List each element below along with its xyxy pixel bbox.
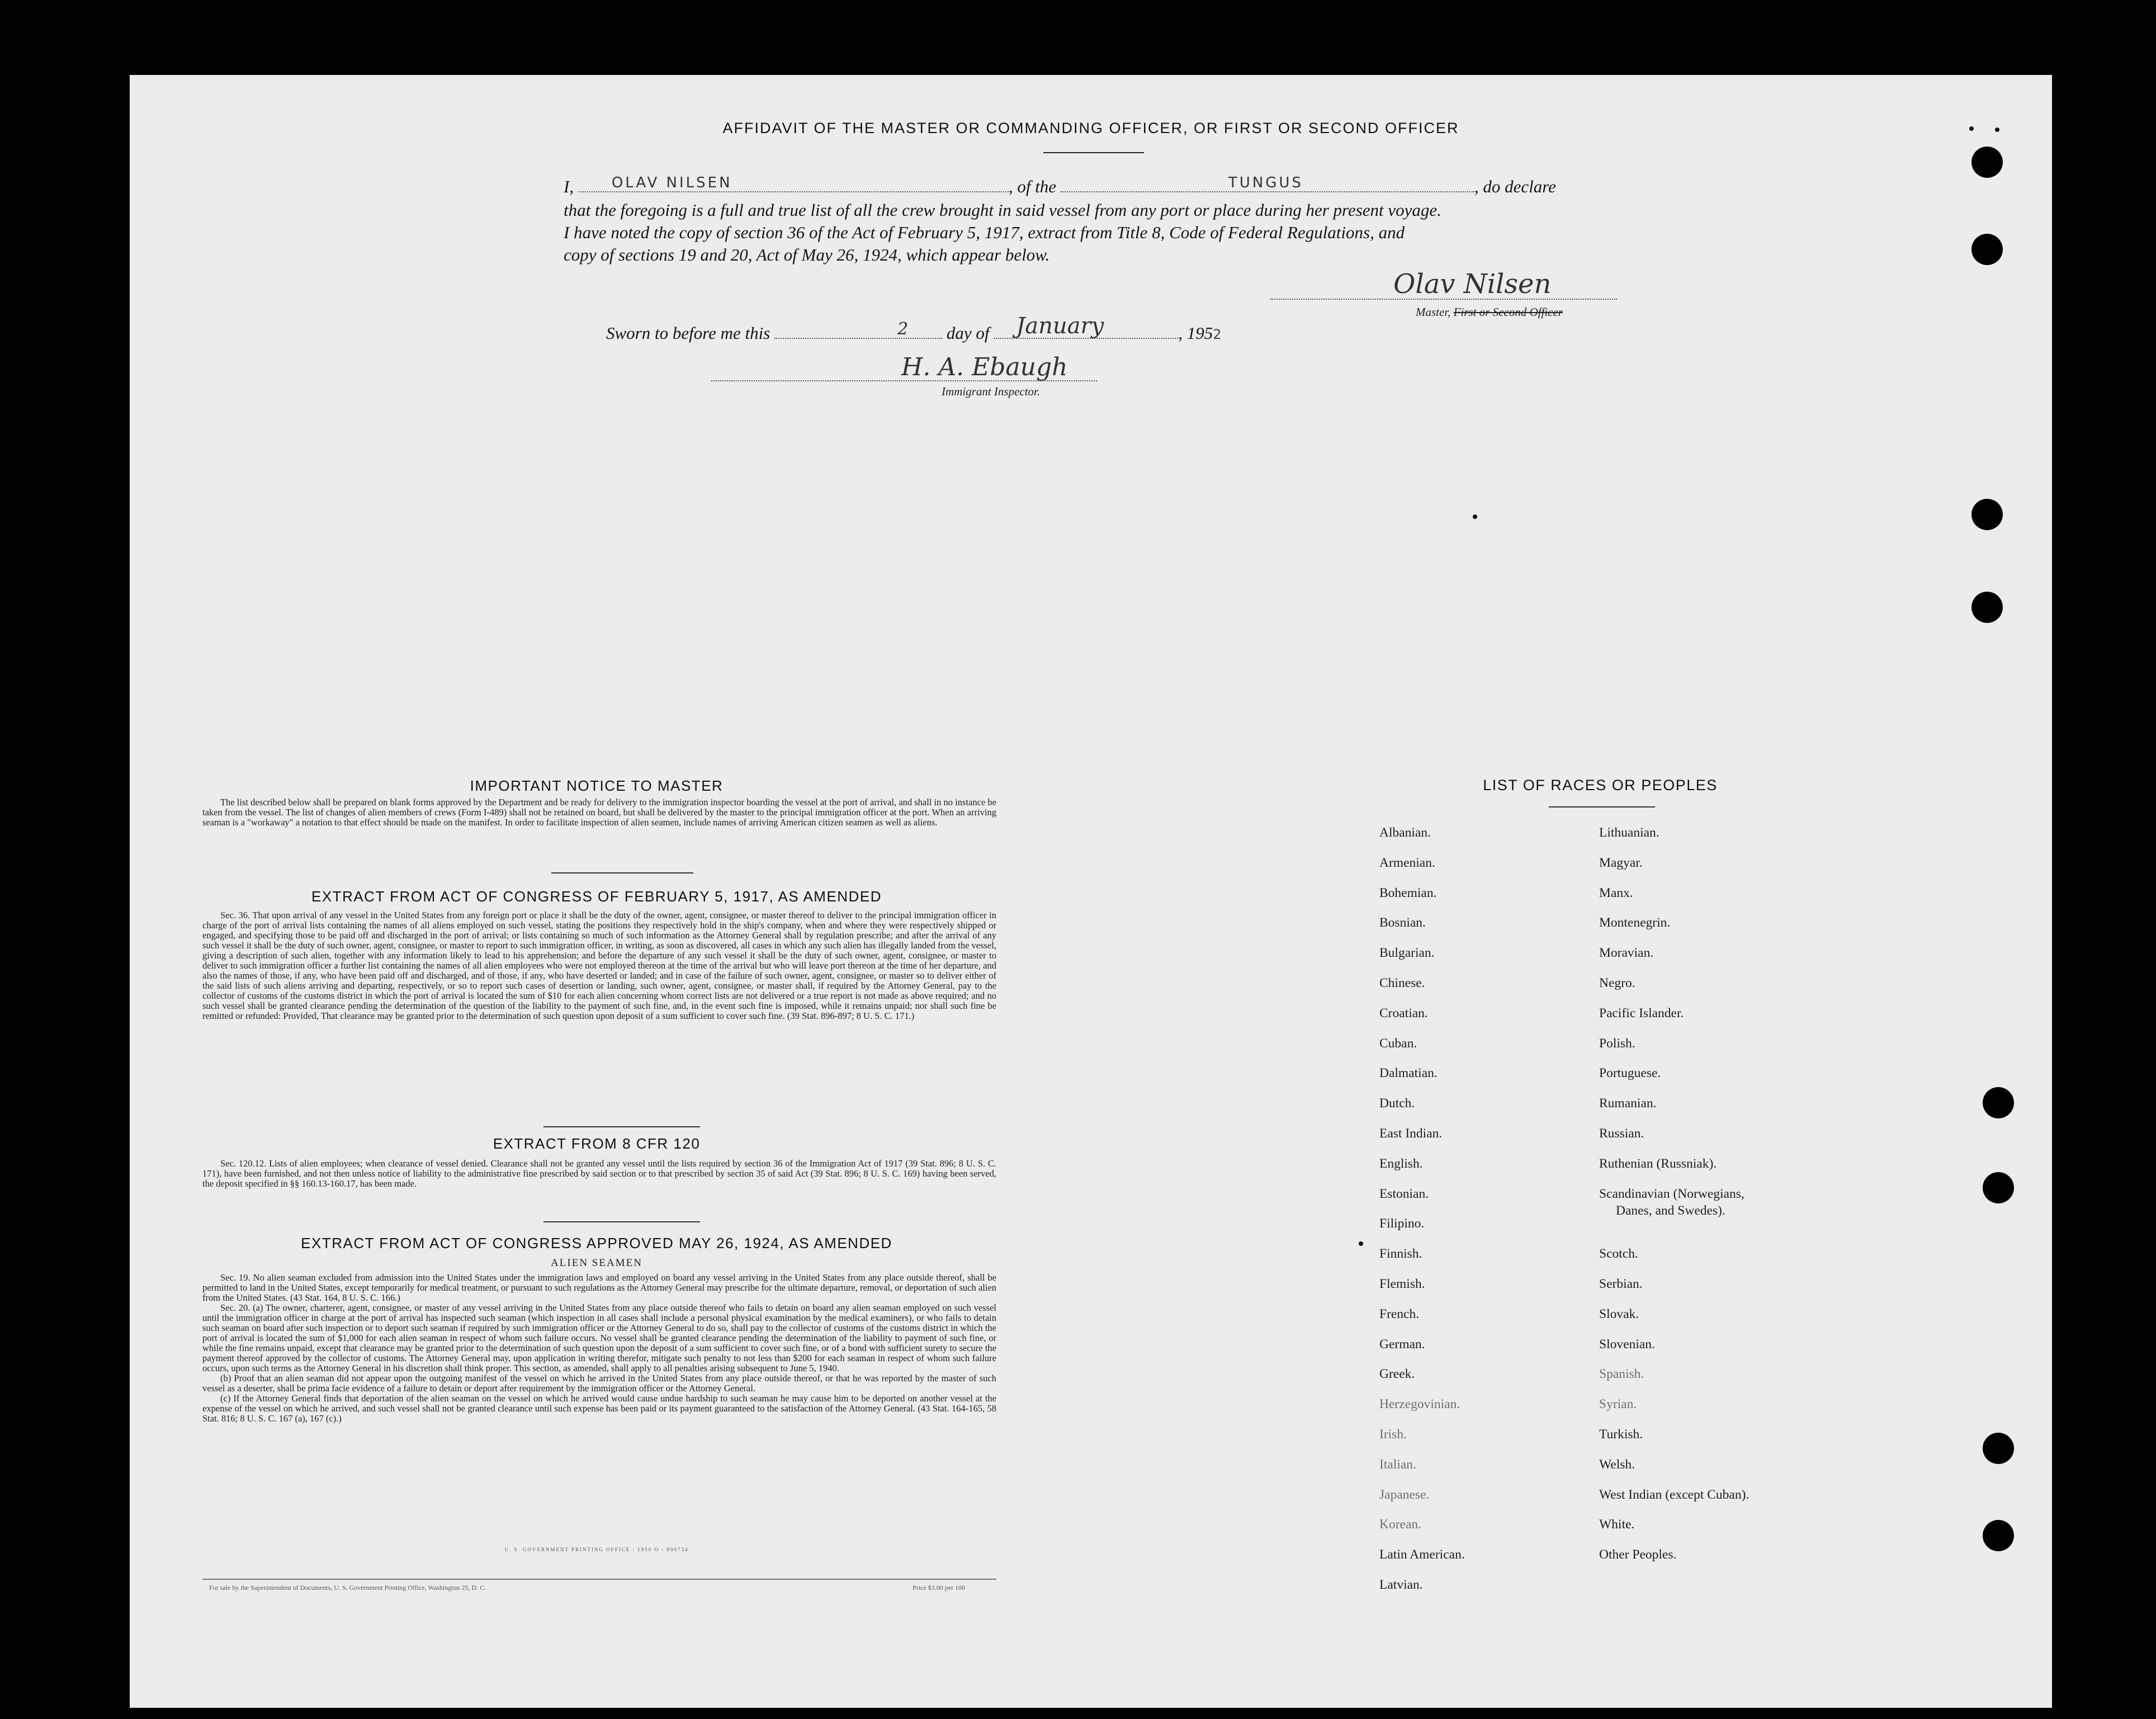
race-item: Latvian.: [1379, 1577, 1423, 1592]
race-item: German.: [1379, 1337, 1425, 1352]
affidavit-title: AFFIDAVIT OF THE MASTER OR COMMANDING OFFICER, OR FIRST OR SECOND OFFICER: [722, 120, 1459, 136]
sworn-line: Sworn to before me this 2 day of January , 1952: [606, 313, 1222, 343]
sec-20b: (b) Proof that an alien seaman did not appear upon the outgoing manifest of the vessel on which he arrived in the United States from any place outside thereof, or that he was reported by the master of such vessel as a deserter, shall be prima facie evidence of a failure to detain or deport after requirement by the immigration officer or the Attorney General.: [202, 1373, 996, 1394]
speck: [1473, 514, 1477, 519]
race-item: Estonian.: [1379, 1186, 1429, 1201]
race-item: Welsh.: [1599, 1457, 1635, 1472]
race-item: Serbian.: [1599, 1276, 1643, 1291]
section-divider: [543, 1221, 700, 1222]
race-item: Turkish.: [1599, 1427, 1643, 1442]
race-item: Negro.: [1599, 975, 1635, 990]
race-item: Scandinavian (Norwegians,: [1599, 1186, 1744, 1201]
sec-20c: (c) If the Attorney General finds that deportation of the alien seaman on the vessel on which he arrived would cause undue hardship to such seaman he may cause him to be deported on another vessel at the expense of the vessel on which he arrived, and such vessel shall not be granted clearance until such expense has been paid or its payment guaranteed to the satisfaction of the Attorney General. (43 Stat. 164-165, 58 Stat. 816; 8 U. S. C. 167 (a), 167 (c).): [202, 1393, 996, 1424]
race-item: Herzegovinian.: [1379, 1397, 1460, 1412]
race-item: Flemish.: [1379, 1276, 1425, 1291]
declarant-name: OLAV NILSEN: [611, 174, 732, 191]
declarant-name-field: [578, 174, 1009, 192]
alien-seamen-subtitle: ALIEN SEAMEN: [551, 1257, 642, 1269]
race-item: Portuguese.: [1599, 1066, 1661, 1081]
race-item: Cuban.: [1379, 1036, 1417, 1051]
races-divider: [1549, 806, 1655, 807]
extract-1917-body: Sec. 36. That upon arrival of any vessel in the United States from any foreign port or place it shall be the duty of the owner, agent, consignee, or master thereof to deliver to the principal immigration officer in charge of the port of arrival lists containing the names of all aliens employed on such vessel, stating the positions they respectively hold in the ship's company, when and where they were respectively shipped or engaged, and specifying those to be paid off and discharged in the port of arrival; or lists containing so much of such information as the Attorney General shall by regulation prescribe; and after the arrival of any such vessel it shall be the duty of such owner, agent, consignee, or master to report to such immigration officer, in writing, as soon as discovered, all cases in which any such alien has illegally landed from the vessel, giving a description of such alien, together with any information likely to lead to his apprehension; and before the departure of any such vessel it shall be the duty of such owner, agent, consignee, or master to deliver to such immigration officer a further list containing the names of all alien employees who were not employed thereon at the time of the arrival but who will leave port thereon at the time of her departure, and also the names of those, if any, who have been paid off and discharged, and of those, if any, who have deserted or landed; and in case of the failure of such owner, agent, consignee, or master so to deliver either of the said lists of such aliens arriving and departing, respectively, or so to report such cases of desertion or landing, such owner, agent, consignee, or master shall, if required by the Attorney General, pay to the collector of customs of the customs district in which the port of arrival is located the sum of $10 for each alien concerning whom correct lists are not delivered or a true report is not made as above required; and no such vessel shall be granted clearance pending the determination of the question of the liability to the payment of such fine, and, in the event such fine is imposed, while it remains unpaid; nor shall such fine be remitted or refunded: Provided, That clearance may be granted prior to the determination of such question upon deposit of a sum sufficient to cover such fine. (39 Stat. 896-897; 8 U. S. C. 171.): [202, 910, 996, 1021]
extract-cfr-title: EXTRACT FROM 8 CFR 120: [493, 1135, 701, 1152]
race-item: Bosnian.: [1379, 915, 1426, 931]
sale-notice: For sale by the Superintendent of Documents, U. S. Government Printing Office, Washington 25, D. C.: [209, 1584, 486, 1592]
binder-hole: [1983, 1172, 2014, 1203]
race-item: Bulgarian.: [1379, 946, 1435, 961]
sworn-day-field: [774, 319, 942, 339]
sworn-day: 2: [897, 319, 909, 339]
speck: [1969, 126, 1974, 131]
binder-hole: [1983, 1520, 2014, 1551]
binder-hole: [1971, 147, 2003, 178]
gpo-imprint: U. S. GOVERNMENT PRINTING OFFICE : 1950 O - 890734: [504, 1547, 689, 1552]
race-item: Greek.: [1379, 1367, 1415, 1382]
master-signature: Olav Nilsen: [1393, 268, 1552, 300]
race-item: Armenian.: [1379, 855, 1435, 870]
race-item: Slovak.: [1599, 1306, 1639, 1321]
binder-hole: [1971, 499, 2003, 530]
race-item: Montenegrin.: [1599, 915, 1671, 931]
vessel-name-field: [1061, 174, 1474, 192]
race-item: Scotch.: [1599, 1246, 1638, 1262]
notice-body: The list described below shall be prepared on blank forms approved by the Department and be ready for delivery to the immigration inspector boarding the vessel at the port of arrival, and shall in no instance be taken from the vessel. The list of changes of alien members of crews (Form I-489) shall not be retained on board, but shall be delivered by the master to the principal immigration officer at the port. When an arriving seaman is a "workaway" a notation to that effect should be made on the manifest. In order to facilitate inspection of alien seamen, include names of arriving American citizen seamen as well as aliens.: [202, 797, 996, 828]
document-page: [130, 75, 2052, 1708]
vessel-name: TUNGUS: [1228, 174, 1303, 191]
races-right-column: [1599, 824, 1845, 1576]
race-item: White.: [1599, 1517, 1635, 1532]
race-item: Spanish.: [1599, 1367, 1644, 1382]
footer-rule: [202, 1579, 996, 1580]
race-item: Japanese.: [1379, 1487, 1430, 1502]
race-item: Chinese.: [1379, 975, 1425, 990]
race-item: Croatian.: [1379, 1005, 1428, 1021]
binder-hole: [1983, 1087, 2014, 1118]
extract-cfr-body: Sec. 120.12. Lists of alien employees; when clearance of vessel denied. Clearance shall not be granted any vessel until the lists required by section 36 of the Immigration Act of 1917 (39 Stat. 896; 8 U. S. C. 171), have been furnished, and not then unless notice of liability to the administrative fine prescribed by said section or to that prescribed by section 35 of said Act (39 Stat. 896; 8 U. S. C. 169) having been served, the deposit specified in §§ 160.13-160.17, has been made.: [202, 1158, 996, 1189]
race-item: Latin American.: [1379, 1547, 1465, 1562]
extract-1917-title: EXTRACT FROM ACT OF CONGRESS OF FEBRUARY 5, 1917, AS AMENDED: [311, 888, 882, 905]
section-divider: [543, 1126, 700, 1127]
inspector-signature-line: [711, 353, 1097, 381]
speck: [1359, 1241, 1363, 1246]
race-item: Slovenian.: [1599, 1337, 1655, 1352]
speck: [1995, 127, 1999, 132]
master-signature-line: [1270, 268, 1617, 300]
race-item: Albanian.: [1379, 825, 1431, 840]
extract-1924-body: [202, 1273, 996, 1424]
race-item: Dalmatian.: [1379, 1066, 1438, 1081]
race-item: Dutch.: [1379, 1096, 1415, 1111]
race-item: Italian.: [1379, 1457, 1416, 1472]
race-item: Rumanian.: [1599, 1096, 1657, 1111]
notice-title: IMPORTANT NOTICE TO MASTER: [470, 777, 724, 794]
race-item: Bohemian.: [1379, 885, 1437, 900]
extract-1924-title: EXTRACT FROM ACT OF CONGRESS APPROVED MAY 26, 1924, AS AMENDED: [301, 1235, 892, 1252]
race-item: West Indian (except Cuban).: [1599, 1487, 1750, 1502]
race-item: Korean.: [1379, 1517, 1422, 1532]
sworn-year-digit: 2: [1213, 327, 1222, 342]
races-left-column: [1379, 824, 1625, 1607]
race-item: Russian.: [1599, 1126, 1644, 1141]
race-item: Polish.: [1599, 1036, 1635, 1051]
title-divider: [1043, 152, 1144, 153]
sworn-month-field: [994, 313, 1178, 339]
declaration-line-1: I, OLAV NILSEN , of the TUNGUS , do declare: [564, 174, 1556, 196]
sec-20a: Sec. 20. (a) The owner, charterer, agent, consignee, or master of any vessel arriving in the United States from any place outside thereof who fails to detain on board any alien seaman employed on such vessel until the immigration officer in charge at the port of arrival has inspected such seaman (which inspection in all cases shall include a personal physical examination by the medical examiners), or who fails to detain such seaman on board after such inspection or to deport such seaman if required by such immigration officer or the Attorney General to do so, shall pay to the collector of customs of the customs district in which the port of arrival is located the sum of $1,000 for each alien seaman in respect of whom such failure occurs. No vessel shall be granted clearance pending the determination of the liability to payment of such fine, or while the fine remains unpaid, except that clearance may be granted prior to the determination of such question upon the deposit of a sum sufficient to cover such fine, or of a bond with sufficient surety to secure the payment thereof approved by the collector of customs. The Attorney General may, upon application in writing therefor, mitigate such penalty to not less than $200 for each seaman in respect of whom such failure occurs, upon such terms as the Attorney General in his discretion shall think proper. This section, as amended, shall apply to all penalties arising subsequent to June 5, 1940.: [202, 1302, 996, 1373]
declaration-line-4: copy of sections 19 and 20, Act of May 26, 1924, which appear below.: [564, 245, 1050, 265]
price-notice: Price $3.00 per 100: [912, 1584, 965, 1592]
race-item: Moravian.: [1599, 946, 1654, 961]
sec-19: Sec. 19. No alien seaman excluded from admission into the United States under the immigration laws and employed on board any vessel arriving in the United States from any place outside thereof, shall be permitted to land in the United States, except temporarily for medical treatment, or pursuant to such regulations as the Attorney General may prescribe for the ultimate departure, removal, or deportation of such alien from the United States. (43 Stat. 164, 8 U. S. C. 166.): [202, 1272, 996, 1303]
inspector-signature: H. A. Ebaugh: [901, 353, 1068, 381]
section-divider: [551, 872, 693, 873]
race-item: Manx.: [1599, 885, 1633, 900]
binder-hole: [1971, 592, 2003, 623]
master-signature-caption: Master, First or Second Officer: [1416, 305, 1563, 319]
race-item: Danes, and Swedes).: [1616, 1203, 1725, 1218]
declaration-line-3: I have noted the copy of section 36 of the Act of February 5, 1917, extract from Title 8, Code of Federal Regulations, and: [564, 223, 1405, 242]
race-item: Irish.: [1379, 1427, 1407, 1442]
sworn-month: January: [1016, 313, 1104, 339]
binder-hole: [1983, 1433, 2014, 1464]
race-item: Syrian.: [1599, 1397, 1637, 1412]
race-item: Other Peoples.: [1599, 1547, 1677, 1562]
race-item: Magyar.: [1599, 855, 1643, 870]
race-item: Pacific Islander.: [1599, 1005, 1684, 1021]
race-item: East Indian.: [1379, 1126, 1443, 1141]
binder-hole: [1971, 234, 2003, 265]
race-item: Finnish.: [1379, 1246, 1422, 1262]
race-item: Ruthenian (Russniak).: [1599, 1156, 1717, 1171]
race-item: Lithuanian.: [1599, 825, 1659, 840]
races-title: LIST OF RACES OR PEOPLES: [1483, 777, 1718, 794]
race-item: Filipino.: [1379, 1216, 1425, 1231]
race-item: French.: [1379, 1306, 1420, 1321]
inspector-caption: Immigrant Inspector.: [942, 385, 1041, 398]
race-item: English.: [1379, 1156, 1423, 1171]
declaration-line-2: that the foregoing is a full and true list of all the crew brought in said vessel from any port or place during her present voyage.: [564, 200, 1441, 220]
